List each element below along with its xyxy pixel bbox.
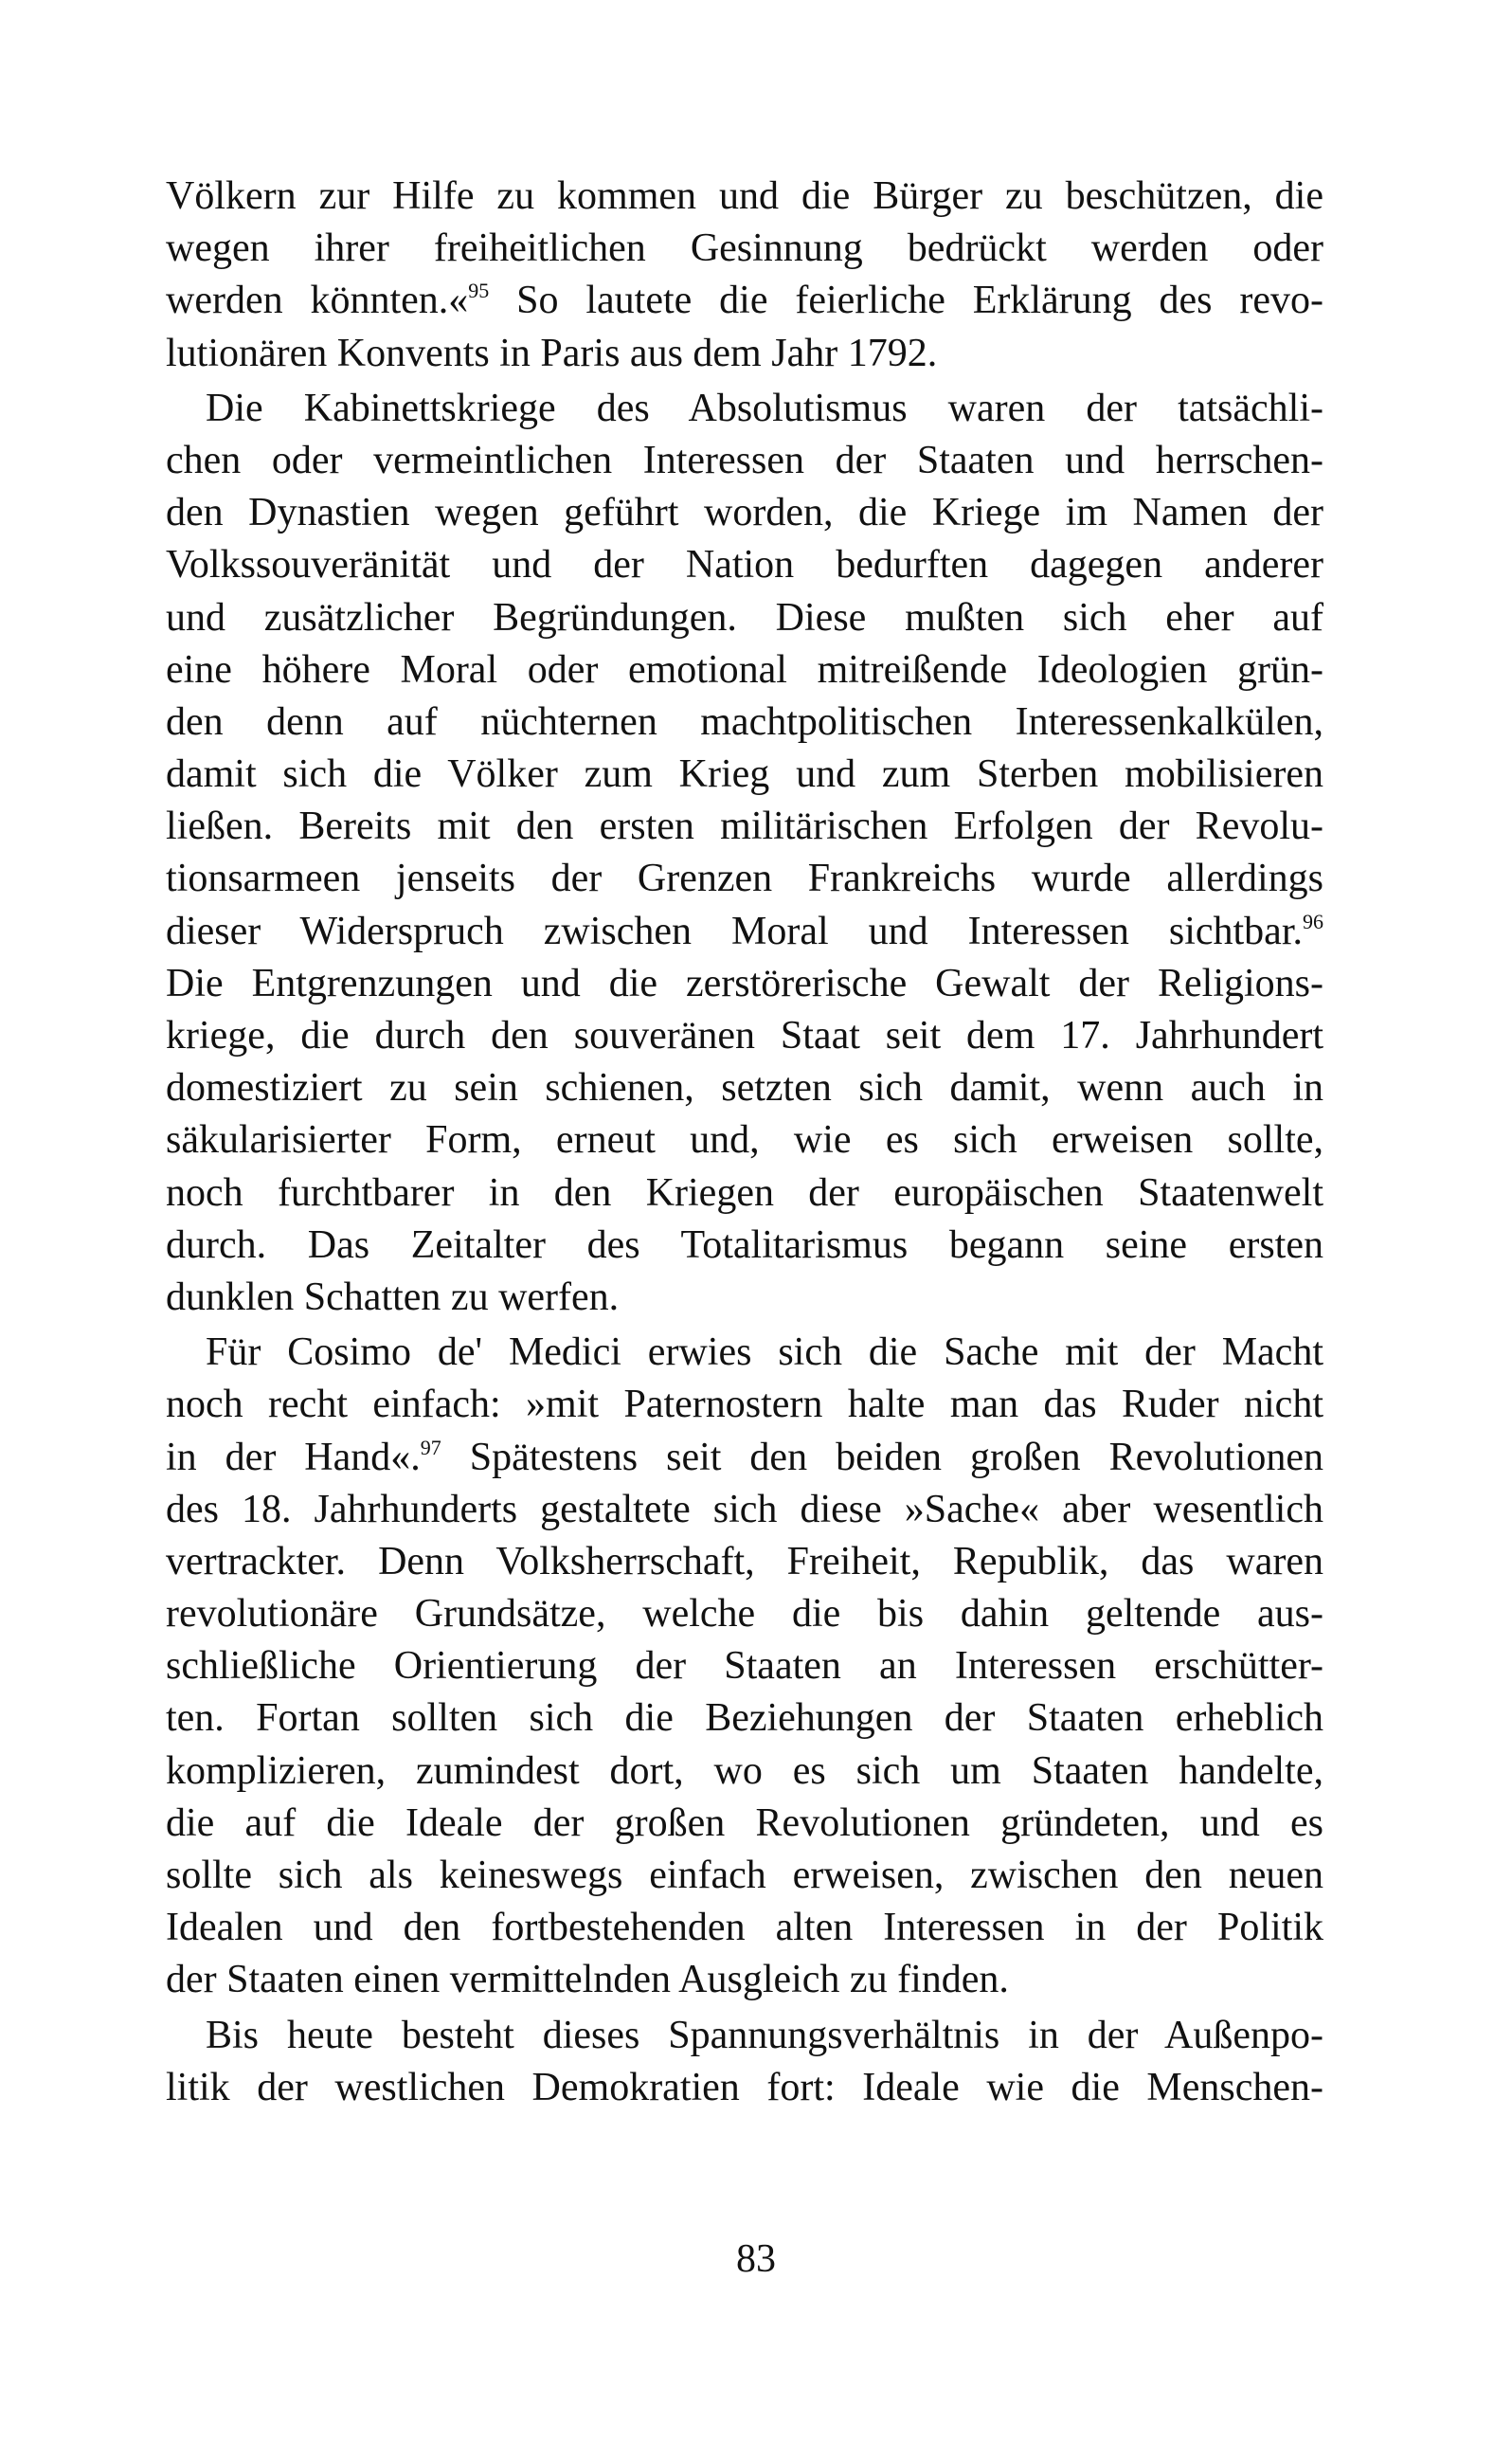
text-line: den denn auf nüchternen machtpolitischen Interessenkalkülen, [166, 699, 1323, 744]
text-line: kriege, die durch den souveränen Staat seit dem 17. Jahrhundert [166, 1014, 1323, 1058]
text-line: lutionären Konvents in Paris aus dem Jahr 1792. [166, 331, 938, 375]
text-line: der Staaten einen vermittelnden Ausgleich zu finden. [166, 1958, 1009, 2002]
text-line: dunklen Schatten zu werfen. [166, 1275, 620, 1319]
text-line: den Dynastien wegen geführt worden, die Kriege im Namen der [166, 491, 1323, 535]
footnote-ref[interactable]: 95 [468, 279, 490, 303]
paragraph-2 [166, 383, 1323, 1324]
text-line: Volkssouveränität und der Nation bedurften dagegen anderer [166, 543, 1323, 588]
text-line: Die Kabinettskriege des Absolutismus waren der tatsächli- [206, 386, 1323, 430]
text-line: werden könnten.«$^{95}$ So lautete die feierliche Erklärung des revo- [166, 279, 1323, 323]
text-line: in der Hand«.$^{97}$ Spätestens seit den beiden großen Revolutionen [166, 1435, 1323, 1479]
text-line: noch furchtbarer in den Kriegen der europäischen Staatenwelt [166, 1170, 1323, 1215]
text-line: eine höhere Moral oder emotional mitreißende Ideologien grün- [166, 647, 1323, 692]
text-line: domestiziert zu sein schienen, setzten sich damit, wenn auch in [166, 1066, 1323, 1111]
text-line: dieser Widerspruch zwischen Moral und Interessen sichtbar.$^{96}$ [166, 909, 1323, 953]
text-line: vertrackter. Denn Volksherrschaft, Freiheit, Republik, das waren [166, 1539, 1323, 1583]
text-line: säkularisierter Form, erneut und, wie es sich erweisen sollte, [166, 1118, 1323, 1163]
text-line: des 18. Jahrhunderts gestaltete sich diese »Sache« aber wesentlich [166, 1487, 1323, 1531]
footnote-ref[interactable]: 97 [420, 1435, 441, 1459]
text-line: Völkern zur Hilfe zu kommen und die Bürger zu beschützen, die [166, 174, 1323, 218]
text-line: komplizieren, zumindest dort, wo es sich um Staaten handelte, [166, 1748, 1323, 1793]
paragraph-4 [166, 2010, 1323, 2114]
text-line: die auf die Ideale der großen Revolutionen gründeten, und es [166, 1800, 1323, 1845]
text-line: schließliche Orientierung der Staaten an Interessen erschütter- [166, 1644, 1323, 1689]
text-line: litik der westlichen Demokratien fort: Ideale wie die Menschen- [166, 2065, 1323, 2109]
text-line: ten. Fortan sollten sich die Beziehungen der Staaten erheblich [166, 1696, 1323, 1741]
body-text [166, 171, 1323, 2117]
footnote-ref[interactable]: 96 [1303, 909, 1323, 933]
text-line: tionsarmeen jenseits der Grenzen Frankreichs wurde allerdings [166, 857, 1323, 901]
text-line: sollte sich als keineswegs einfach erweisen, zwischen den neuen [166, 1854, 1323, 1897]
text-line: durch. Das Zeitalter des Totalitarismus begann seine ersten [166, 1222, 1323, 1267]
text-line: Für Cosimo de' Medici erwies sich die Sache mit der Macht [206, 1330, 1323, 1375]
page-number: 83 [736, 2237, 776, 2281]
paragraph-3 [166, 1327, 1323, 2006]
paragraph-1 [166, 171, 1323, 380]
text-line: Idealen und den fortbestehenden alten Interessen in der Politik [166, 1906, 1323, 1950]
text-line: wegen ihrer freiheitlichen Gesinnung bedrückt werden oder [166, 226, 1323, 271]
text-line: ließen. Bereits mit den ersten militärischen Erfolgen der Revolu- [166, 805, 1323, 849]
text-line: chen oder vermeintlichen Interessen der Staaten und herrschen- [166, 438, 1323, 482]
text-line: Bis heute besteht dieses Spannungsverhältnis in der Außenpo- [206, 2013, 1323, 2057]
text-line: revolutionäre Grundsätze, welche die bis dahin geltende aus- [166, 1592, 1323, 1637]
text-line: damit sich die Völker zum Krieg und zum Sterben mobilisieren [166, 752, 1323, 797]
text-line: noch recht einfach: »mit Paternostern halte man das Ruder nicht [166, 1383, 1323, 1427]
text-line: Die Entgrenzungen und die zerstörerische Gewalt der Religions- [166, 961, 1323, 1005]
text-line: und zusätzlicher Begründungen. Diese mußten sich eher auf [166, 595, 1323, 640]
